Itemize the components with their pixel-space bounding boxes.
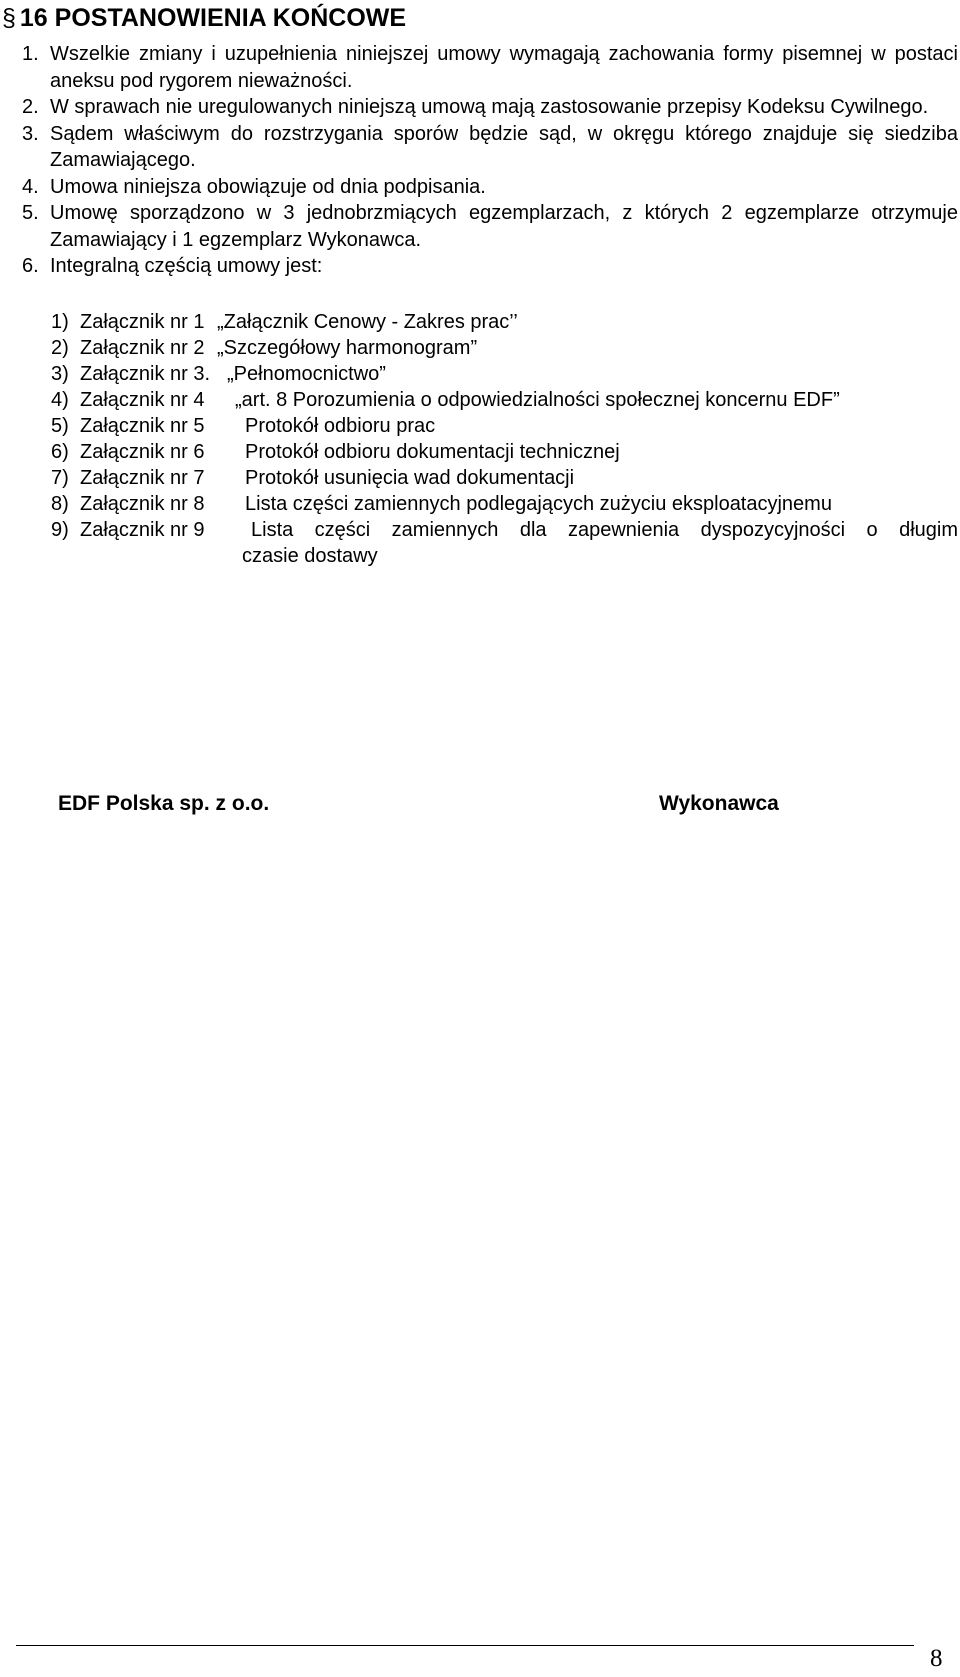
provision-item-3: 3. Sądem właściwym do rozstrzygania sporów będzie sąd, w okręgu którego znajduje się siedziba Zamawiającego. [22,122,958,171]
attachment-item-4: 4) Załącznik nr 4 „art. 8 Porozumienia o odpowiedzialności społecznej koncernu EDF” [51,389,840,411]
attachment-item-3: 3) Załącznik nr 3. „Pełnomocnictwo” [51,363,386,385]
page-number: 8 [930,1645,943,1672]
attachment-item-2: 2) Załącznik nr 2 „Szczegółowy harmonogram” [51,337,478,359]
provision-item-2: 2. W sprawach nie uregulowanych niniejszą umową mają zastosowanie przepisy Kodeksu Cywilnego. [22,96,929,118]
attachment-item-8: 8) Załącznik nr 8 Lista części zamiennych podlegających zużyciu eksploatacyjnemu [51,493,832,515]
provision-item-6: 6. Integralną częścią umowy jest: [22,255,323,277]
provisions-list [22,41,958,280]
signature-contractor: Wykonawca [659,792,779,815]
signature-ordering-party: EDF Polska sp. z o.o. [58,792,270,815]
section-heading [2,4,406,33]
provision-item-5: 5. Umowę sporządzono w 3 jednobrzmiących egzemplarzach, z których 2 egzemplarze otrzymuje Zamawiający i 1 egzemplarz Wykonawca. [22,202,958,251]
section-symbol: § [2,4,16,32]
provision-item-1: 1. Wszelkie zmiany i uzupełnienia niniejszej umowy wymagają zachowania formy pisemnej w postaci aneksu pod rygorem nieważności. [22,43,958,92]
attachment-item-6: 6) Załącznik nr 6 Protokół odbioru dokumentacji technicznej [51,441,620,463]
attachment-item-5: 5) Załącznik nr 5 Protokół odbioru prac [51,415,436,437]
attachment-item-7: 7) Załącznik nr 7 Protokół usunięcia wad dokumentacji [51,467,575,489]
attachment-item-9: 9) Załącznik nr 9 Lista części zamiennych dla zapewnienia dyspozycyjności o długim czasie dostawy [51,519,958,567]
attachment-item-1: 1) Załącznik nr 1 „Załącznik Cenowy - Zakres prac’’ [51,311,518,333]
section-title: 16 POSTANOWIENIA KOŃCOWE [19,4,407,32]
provision-item-4: 4. Umowa niniejsza obowiązuje od dnia podpisania. [22,175,486,198]
footer-divider [16,1645,914,1646]
